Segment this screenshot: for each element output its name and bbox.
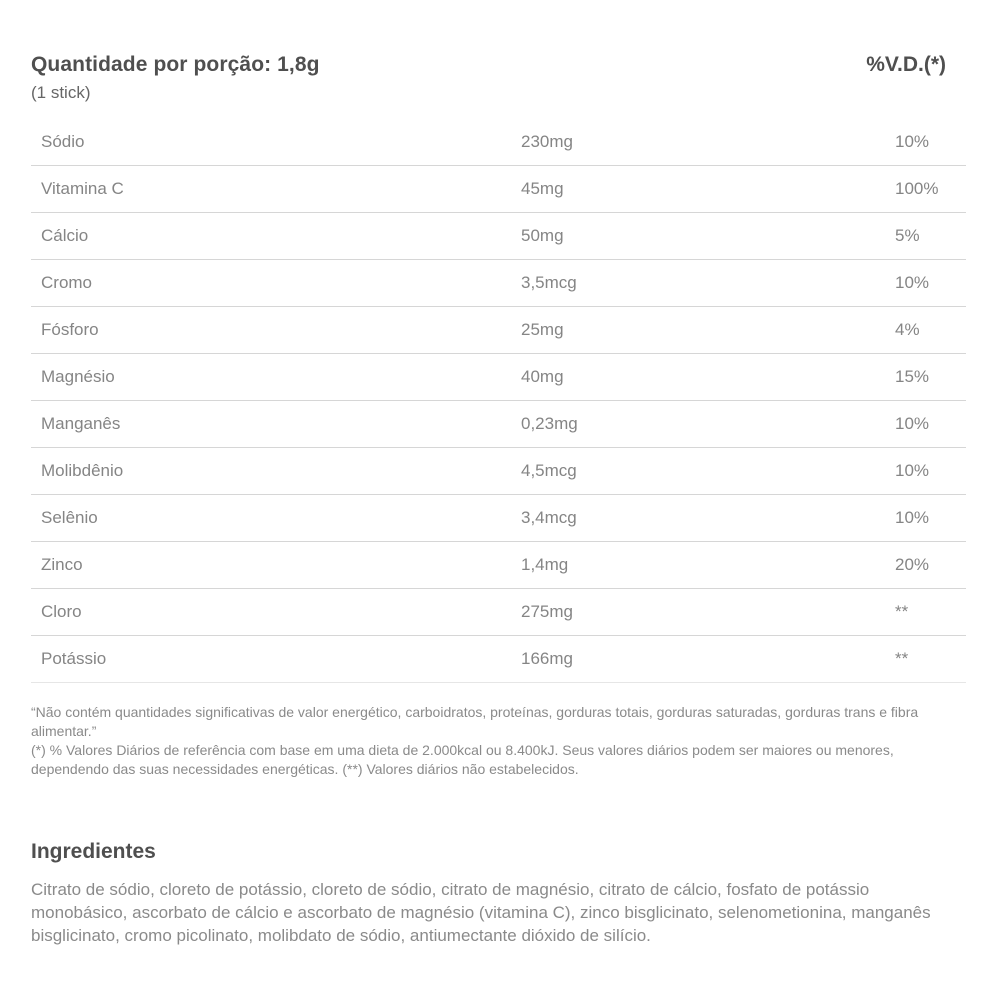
nutrient-daily-value: 10% [895, 132, 930, 151]
nutrition-footnotes [31, 703, 966, 779]
nutrient-row-zinco [31, 542, 966, 589]
nutrient-name: Cromo [41, 273, 93, 292]
nutrient-daily-value: ** [895, 649, 909, 668]
nutrient-amount: 1,4mg [521, 555, 569, 574]
nutrient-daily-value: ** [895, 602, 909, 621]
nutrient-name: Cloro [41, 602, 82, 621]
nutrient-amount: 3,5mcg [521, 273, 577, 292]
nutrient-amount: 0,23mg [521, 414, 578, 433]
nutrient-name: Cálcio [41, 226, 89, 245]
nutrient-row-sodio [31, 119, 966, 166]
nutrient-daily-value: 100% [895, 179, 939, 198]
serving-size-subtitle: (1 stick) [31, 83, 91, 102]
nutrition-table [31, 119, 966, 683]
nutrient-row-potassio [31, 636, 966, 683]
nutrient-amount: 50mg [521, 226, 564, 245]
nutrient-row-molibdenio [31, 448, 966, 495]
nutrient-row-magnesio [31, 354, 966, 401]
nutrient-amount: 230mg [521, 132, 573, 151]
nutrient-name: Molibdênio [41, 461, 124, 480]
nutrient-name: Sódio [41, 132, 85, 151]
ingredients-title: Ingredientes [31, 840, 156, 863]
nutrient-amount: 40mg [521, 367, 564, 386]
footnote-not-significant: “Não contém quantidades significativas de valor energético, carboidratos, proteínas, gorduras totais, gorduras saturadas, gorduras trans e fibra alimentar.” [31, 704, 919, 739]
nutrient-row-manganes [31, 401, 966, 448]
nutrient-amount: 166mg [521, 649, 573, 668]
nutrient-row-vitamina-c [31, 166, 966, 213]
serving-size-title: Quantidade por porção: 1,8g [31, 53, 320, 76]
nutrient-daily-value: 20% [895, 555, 930, 574]
nutrient-amount: 25mg [521, 320, 564, 339]
nutrient-row-selenio [31, 495, 966, 542]
nutrient-row-fosforo [31, 307, 966, 354]
nutrition-facts-page [31, 50, 966, 947]
footnote-daily-values: (*) % Valores Diários de referência com base em uma dieta de 2.000kcal ou 8.400kJ. Seus valores diários podem ser maiores ou menores, dependendo das suas necessidades energéticas. (**) Valores diários não estabelecidos. [31, 742, 894, 777]
nutrient-row-cloro [31, 589, 966, 636]
ingredients-text: Citrato de sódio, cloreto de potássio, cloreto de sódio, citrato de magnésio, citrato de cálcio, fosfato de potássio monobásico, ascorbato de cálcio e ascorbato de magnésio (vitamina C), zinco bisglicinato, selenometionina, manganês bisglicinato, cromo picolinato, molibdato de sódio, antiumectante dióxido de silício. [31, 880, 931, 945]
nutrient-daily-value: 4% [895, 320, 920, 339]
nutrient-daily-value: 15% [895, 367, 930, 386]
nutrient-daily-value: 10% [895, 414, 930, 433]
nutrient-daily-value: 10% [895, 273, 930, 292]
nutrient-name: Selênio [41, 508, 98, 527]
nutrient-name: Potássio [41, 649, 107, 668]
nutrient-amount: 45mg [521, 179, 564, 198]
nutrient-daily-value: 10% [895, 508, 930, 527]
nutrient-amount: 3,4mcg [521, 508, 577, 527]
nutrient-name: Fósforo [41, 320, 99, 339]
nutrient-daily-value: 10% [895, 461, 930, 480]
nutrition-header [31, 50, 966, 106]
nutrient-amount: 4,5mcg [521, 461, 577, 480]
nutrient-amount: 275mg [521, 602, 573, 621]
nutrient-name: Vitamina C [41, 179, 124, 198]
nutrient-name: Zinco [41, 555, 83, 574]
nutrient-daily-value: 5% [895, 226, 920, 245]
nutrient-row-cromo [31, 260, 966, 307]
nutrient-row-calcio [31, 213, 966, 260]
nutrient-name: Manganês [41, 414, 121, 433]
daily-value-header: %V.D.(*) [866, 53, 946, 76]
nutrient-name: Magnésio [41, 367, 115, 386]
